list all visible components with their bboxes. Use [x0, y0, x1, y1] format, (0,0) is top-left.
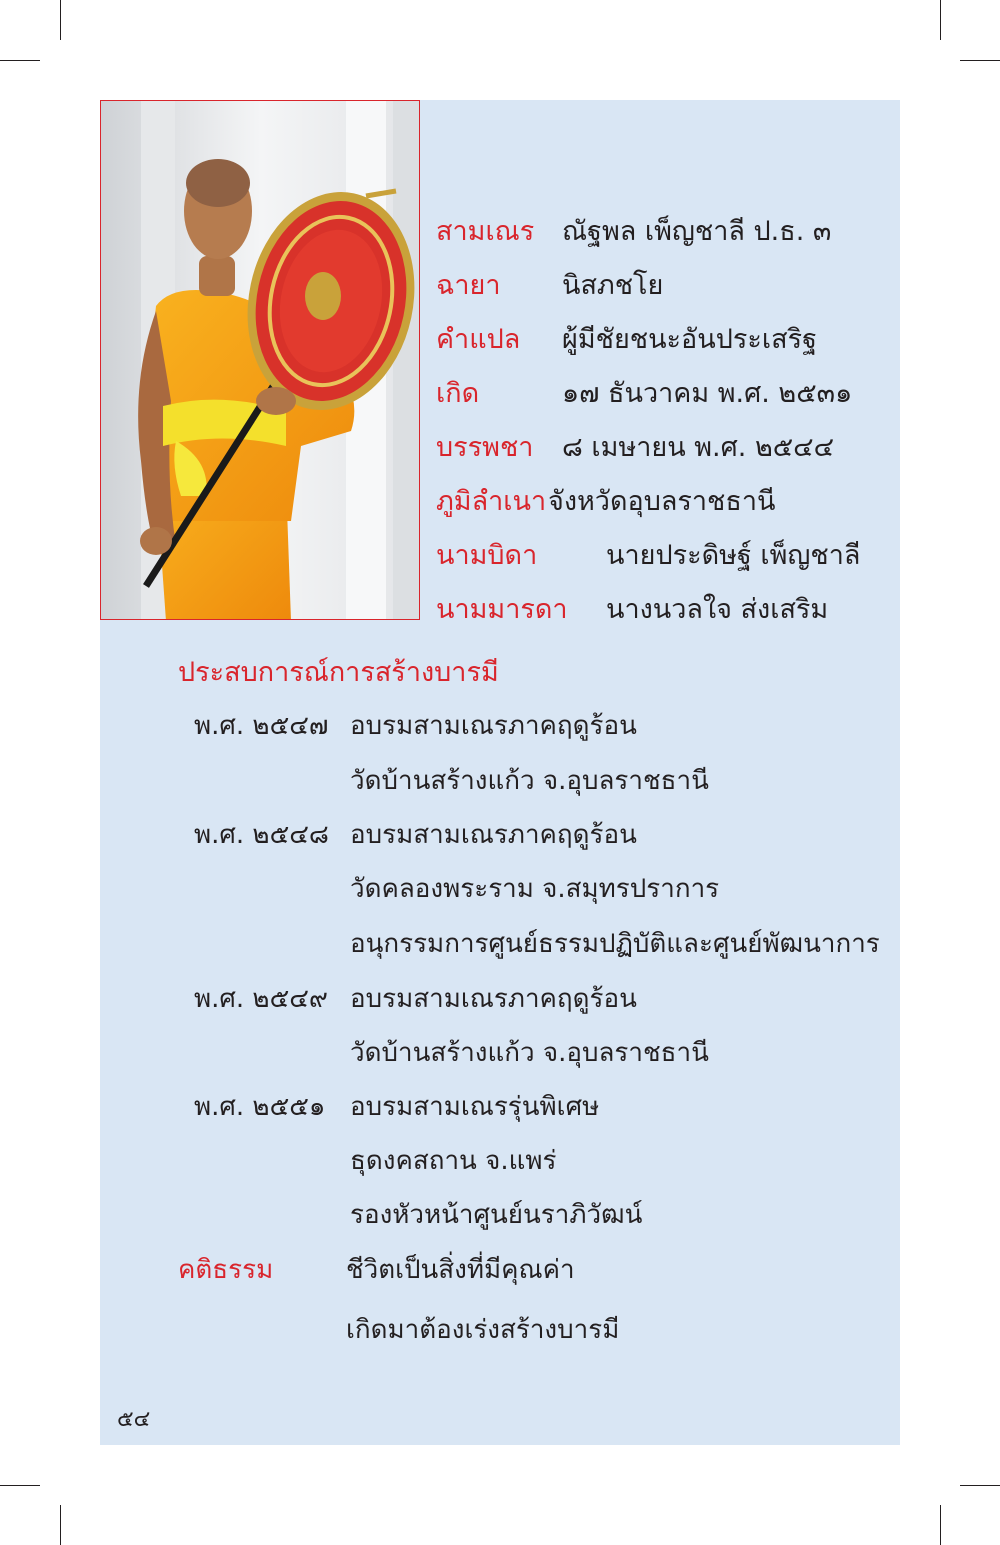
profile-label: นามมารดา — [436, 594, 568, 625]
experience-line: วัดบ้านสร้างแก้ว จ.อุบลราชธานี — [350, 1038, 709, 1068]
experience-line: อนุกรรมการศูนย์ธรรมปฏิบัติและศูนย์พัฒนาการ — [350, 929, 880, 959]
portrait-photo — [100, 100, 420, 620]
experience-year: พ.ศ. ๒๕๔๗ — [194, 711, 329, 741]
crop-mark — [0, 60, 40, 61]
experience-line: ธุดงคสถาน จ.แพร่ — [350, 1146, 557, 1176]
profile-value: นายประดิษฐ์ เพ็ญชาลี — [606, 540, 861, 571]
profile-label: ภูมิลำเนา — [436, 486, 547, 517]
profile-value: จังหวัดอุบลราชธานี — [548, 486, 776, 517]
experience-line: อบรมสามเณรภาคฤดูร้อน — [350, 711, 637, 741]
crop-mark — [960, 1485, 1000, 1486]
crop-mark — [60, 1505, 61, 1545]
crop-mark — [960, 60, 1000, 61]
page-number: ๕๔ — [117, 1407, 151, 1432]
profile-label: คำแปล — [436, 324, 521, 355]
experience-line: รองหัวหน้าศูนย์นราภิวัฒน์ — [350, 1200, 643, 1230]
profile-label: นามบิดา — [436, 540, 538, 571]
profile-label: สามเณร — [436, 216, 535, 247]
profile-label: ฉายา — [436, 270, 501, 301]
profile-value: ๘ เมษายน พ.ศ. ๒๕๔๔ — [562, 432, 835, 463]
motto-label: คติธรรม — [178, 1255, 274, 1285]
motto-line: เกิดมาต้องเร่งสร้างบารมี — [346, 1315, 620, 1345]
profile-value: ณัฐพล เพ็ญชาลี ป.ธ. ๓ — [562, 216, 832, 247]
crop-mark — [940, 0, 941, 40]
experience-year: พ.ศ. ๒๕๔๘ — [194, 820, 329, 850]
experience-line: อบรมสามเณรภาคฤดูร้อน — [350, 820, 637, 850]
experience-line: วัดคลองพระราม จ.สมุทรปราการ — [350, 874, 720, 904]
profile-label: เกิด — [436, 378, 480, 409]
experience-year: พ.ศ. ๒๕๕๑ — [194, 1092, 326, 1122]
experience-line: วัดบ้านสร้างแก้ว จ.อุบลราชธานี — [350, 766, 709, 796]
profile-value: ๑๗ ธันวาคม พ.ศ. ๒๕๓๑ — [562, 378, 853, 409]
motto-line: ชีวิตเป็นสิ่งที่มีคุณค่า — [346, 1255, 575, 1285]
crop-mark — [60, 0, 61, 40]
experience-heading: ประสบการณ์การสร้างบารมี — [178, 657, 499, 688]
profile-value: ผู้มีชัยชนะอันประเสริฐ — [562, 324, 817, 355]
profile-value: นางนวลใจ ส่งเสริม — [606, 594, 829, 625]
crop-mark — [940, 1505, 941, 1545]
experience-line: อบรมสามเณรรุ่นพิเศษ — [350, 1092, 600, 1122]
experience-year: พ.ศ. ๒๕๔๙ — [194, 984, 328, 1014]
experience-line: อบรมสามเณรภาคฤดูร้อน — [350, 984, 637, 1014]
crop-mark — [0, 1485, 40, 1486]
profile-label: บรรพชา — [436, 432, 534, 463]
profile-value: นิสภชโย — [562, 270, 664, 301]
